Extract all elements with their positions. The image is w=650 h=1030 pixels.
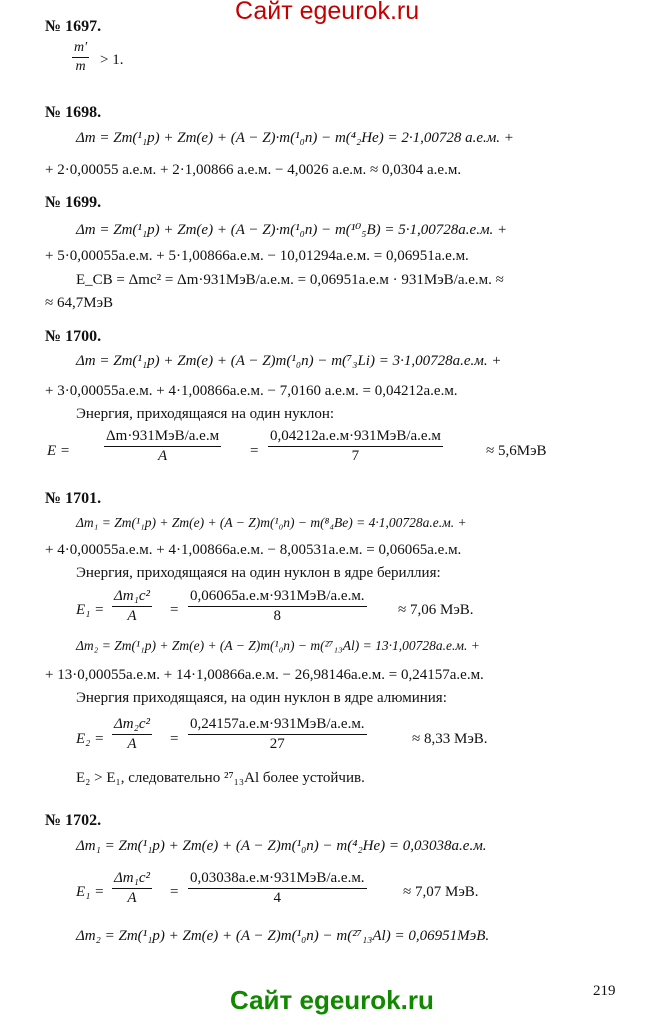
fraction-numerator: Δm·931МэВ/а.е.м <box>104 428 221 447</box>
formula-lhs: E₂ = <box>76 731 105 747</box>
formula-line: + 2·0,00055 а.е.м. + 2·1,00866 а.е.м. − 4,0026 а.е.м. ≈ 0,0304 а.е.м. <box>45 162 462 178</box>
fraction-denominator: m <box>75 59 86 74</box>
conclusion-line: E₂ > E₁, следовательно ²⁷₁₃Al более устойчив. <box>76 770 365 786</box>
formula-line: E_СВ = Δmc² = Δm·931МэВ/а.е.м. = 0,06951а.е.м · 931МэВ/а.е.м. ≈ <box>76 272 504 288</box>
formula-result: ≈ 8,33 МэВ. <box>412 731 488 747</box>
fraction-denominator: 7 <box>351 448 360 464</box>
formula-lhs: E = <box>47 443 71 459</box>
formula-result: ≈ 5,6МэВ <box>486 443 547 459</box>
fraction <box>188 716 367 753</box>
equals-sign: = <box>170 602 179 618</box>
text-line: Энергия, приходящаяся на один нуклон в ядре бериллия: <box>76 565 441 581</box>
problem-number: № 1699. <box>45 194 102 211</box>
problem-number: № 1700. <box>45 328 102 345</box>
fraction <box>188 870 367 907</box>
fraction-denominator: 4 <box>273 890 282 906</box>
problem-number: № 1701. <box>45 490 102 507</box>
formula-line: Δm = Zm(¹₁p) + Zm(e) + (A − Z)m(¹₀n) − m(⁷₃Li) = 3·1,00728а.е.м. + <box>76 353 502 369</box>
fraction-denominator: 27 <box>269 736 285 752</box>
fraction <box>112 716 152 753</box>
formula-result: ≈ 7,07 МэВ. <box>403 884 479 900</box>
formula-lhs: E₁ = <box>76 602 105 618</box>
formula-line: Δm₂ = Zm(¹₁p) + Zm(e) + (A − Z)m(¹₀n) − m(²⁷₁₃Al) = 0,06951МэВ. <box>76 928 490 944</box>
formula-line: ≈ 64,7МэВ <box>45 295 114 311</box>
fraction-denominator: A <box>157 448 168 464</box>
fraction <box>104 428 221 465</box>
text-line: Энергия, приходящаяся на один нуклон: <box>76 406 335 422</box>
fraction <box>188 588 367 625</box>
fraction-denominator: A <box>127 608 137 624</box>
formula-line: Δm = Zm(¹₁p) + Zm(e) + (A − Z)·m(¹₀n) − m(¹⁰₅B) = 5·1,00728а.е.м. + <box>76 222 508 238</box>
formula-line: + 5·0,00055а.е.м. + 5·1,00866а.е.м. − 10,01294а.е.м. = 0,06951а.е.м. <box>45 248 469 264</box>
fraction <box>268 428 443 465</box>
formula-line: + 13·0,00055а.е.м. + 14·1,00866а.е.м. − 26,98146а.е.м. = 0,24157а.е.м. <box>45 667 484 683</box>
equals-sign: = <box>170 731 179 747</box>
page-number: 219 <box>593 983 616 999</box>
formula-line: Δm₁ = Zm(¹₁p) + Zm(e) + (A − Z)m(¹₀n) − m(⁴₂He) = 0,03038а.е.м. <box>76 838 487 854</box>
formula-line: + 3·0,00055а.е.м. + 4·1,00866а.е.м. − 7,0160 а.е.м. = 0,04212а.е.м. <box>45 383 458 399</box>
formula-line: Δm₂ = Zm(¹₁p) + Zm(e) + (A − Z)m(¹₀n) − m(²⁷₁₃Al) = 13·1,00728а.е.м. + <box>76 638 480 653</box>
fraction-numerator: Δm₂c² <box>112 716 152 735</box>
formula-line: > 1. <box>100 52 124 68</box>
formula-result: ≈ 7,06 МэВ. <box>398 602 474 618</box>
fraction-numerator: 0,06065а.е.м·931МэВ/а.е.м. <box>188 588 367 607</box>
problem-number: № 1697. <box>45 18 102 35</box>
fraction-numerator: Δm₁c² <box>112 588 152 607</box>
equals-sign: = <box>250 443 259 459</box>
problem-number: № 1698. <box>45 104 102 121</box>
fraction-numerator: 0,03038а.е.м·931МэВ/а.е.м. <box>188 870 367 889</box>
site-watermark-bottom: Сайт egeurok.ru <box>230 985 434 1015</box>
fraction-denominator: 8 <box>273 608 282 624</box>
fraction <box>112 870 152 907</box>
text-line: Энергия приходящаяся, на один нуклон в ядре алюминия: <box>76 690 447 706</box>
fraction-numerator: 0,04212а.е.м·931МэВ/а.е.м <box>268 428 443 447</box>
formula-lhs: E₁ = <box>76 884 105 900</box>
formula-line: Δm₁ = Zm(¹₁p) + Zm(e) + (A − Z)m(¹₀n) − m(⁸₄Be) = 4·1,00728а.е.м. + <box>76 515 467 530</box>
fraction-numerator: m′ <box>72 40 89 58</box>
fraction-denominator: A <box>127 890 137 906</box>
fraction <box>72 40 89 75</box>
formula-line: + 4·0,00055а.е.м. + 4·1,00866а.е.м. − 8,00531а.е.м. = 0,06065а.е.м. <box>45 542 462 558</box>
fraction-denominator: A <box>127 736 137 752</box>
fraction <box>112 588 152 625</box>
formula-line: Δm = Zm(¹₁p) + Zm(e) + (A − Z)·m(¹₀n) − m(⁴₂He) = 2·1,00728 а.е.м. + <box>76 130 514 146</box>
fraction-numerator: 0,24157а.е.м·931МэВ/а.е.м. <box>188 716 367 735</box>
fraction-numerator: Δm₁c² <box>112 870 152 889</box>
site-watermark-top: Сайт egeurok.ru <box>235 0 420 25</box>
problem-number: № 1702. <box>45 812 102 829</box>
equals-sign: = <box>170 884 179 900</box>
